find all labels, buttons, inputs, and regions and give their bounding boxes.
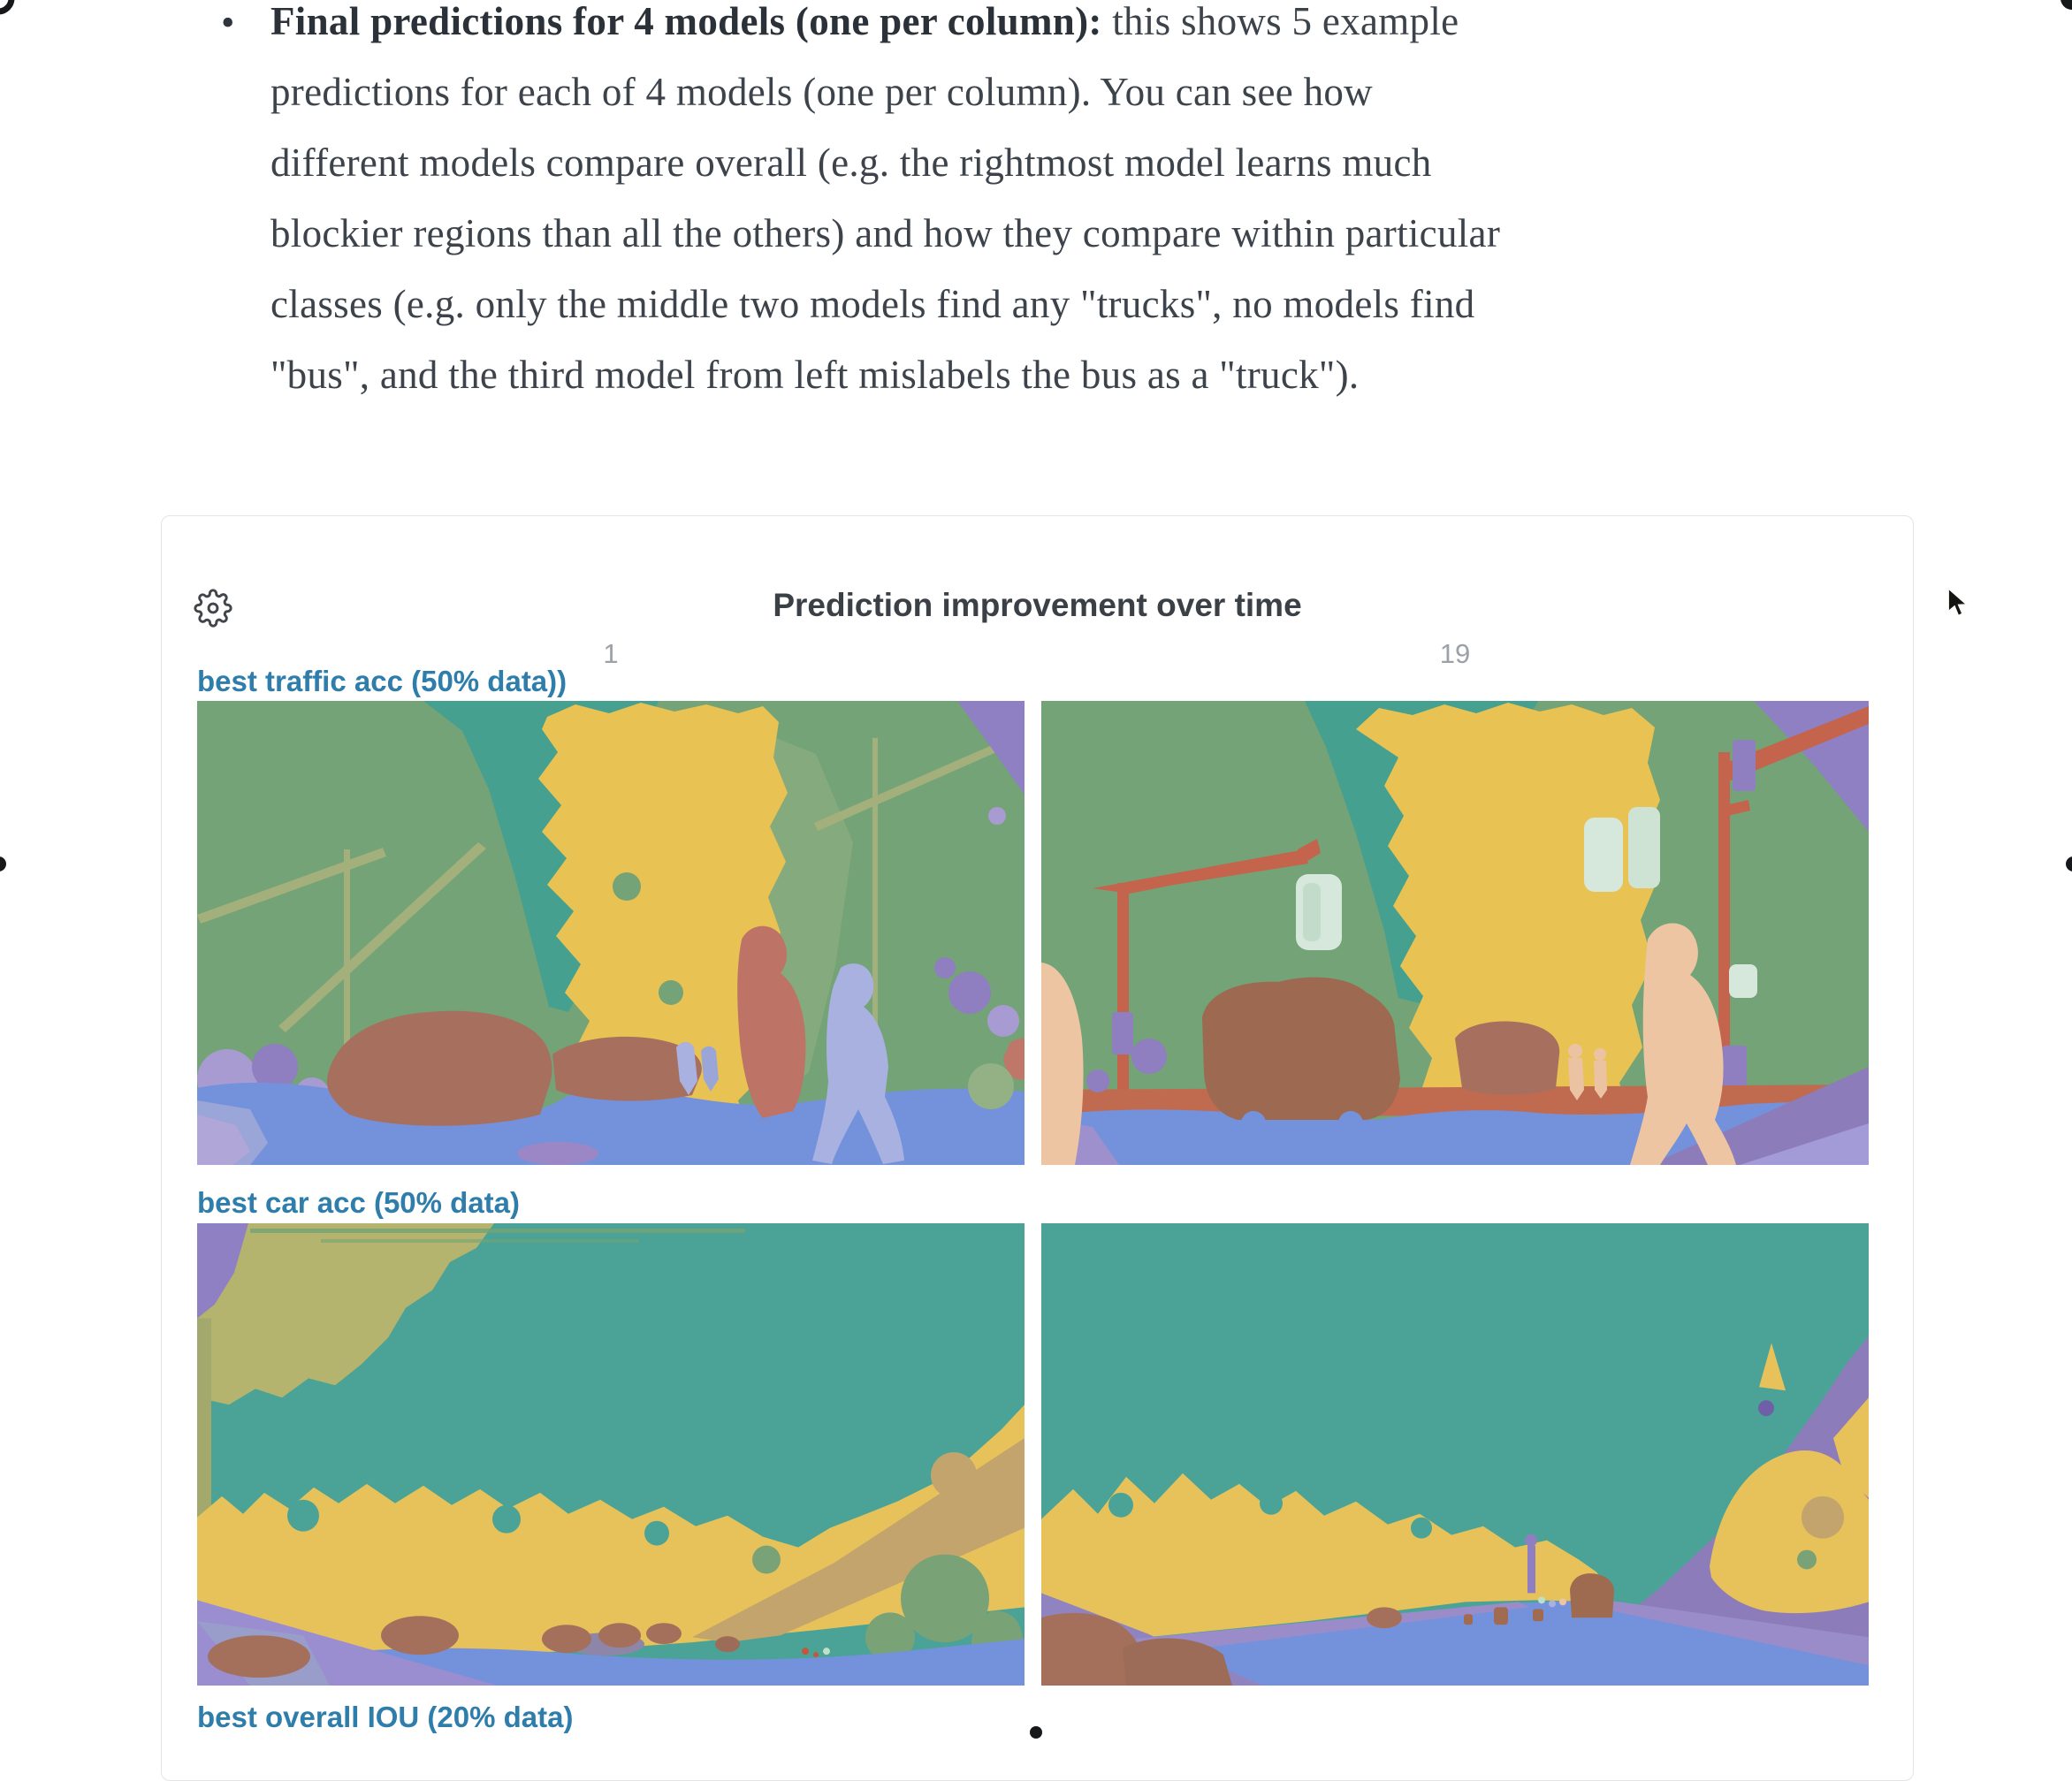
- paragraph-line: different models compare overall (e.g. the rightmost model learns much: [270, 141, 1432, 185]
- segmentation-image-highway-step19[interactable]: [1041, 1223, 1869, 1686]
- run-link-best-car-acc[interactable]: best car acc (50% data): [197, 1186, 521, 1219]
- mouse-cursor: [1946, 587, 1969, 619]
- step-label-19: 19: [1439, 638, 1471, 669]
- paragraph-line: classes (e.g. only the middle two models find any "trucks", no models find: [270, 282, 1475, 326]
- run-link-best-overall-iou[interactable]: best overall IOU (20% data): [197, 1701, 574, 1733]
- bullet-marker: •: [221, 1, 235, 44]
- bullet-paragraph: [221, 0, 1994, 410]
- edge-dot-bottom: [1030, 1726, 1042, 1739]
- run-link-best-traffic-acc[interactable]: best traffic acc (50% data)): [197, 665, 568, 697]
- segmentation-image-traffic-step1[interactable]: [197, 701, 1025, 1165]
- edge-dot-right: [2066, 856, 2072, 871]
- segmentation-image-highway-step1[interactable]: [197, 1223, 1025, 1686]
- panel-title: Prediction improvement over time: [773, 587, 1302, 623]
- paragraph-line: predictions for each of 4 models (one per column). You can see how: [270, 70, 1373, 114]
- screen-corner-mark-top-right: [2037, 0, 2072, 19]
- paragraph-line-rest: this shows 5 example: [1101, 0, 1459, 43]
- paragraph-line: blockier regions than all the others) and how they compare within particular: [270, 211, 1501, 255]
- segmentation-image-traffic-step19[interactable]: [1041, 701, 1869, 1165]
- paragraph-bold-lead: Final predictions for 4 models (one per column):: [270, 0, 1102, 43]
- step-label-1: 1: [603, 638, 619, 669]
- media-panel: [161, 515, 1914, 1781]
- paragraph-line: "bus", and the third model from left mislabels the bus as a "truck").: [270, 353, 1360, 397]
- screen-corner-mark-top-left: [0, 0, 35, 35]
- edge-dot-left: [0, 856, 6, 871]
- paragraph-line: [270, 0, 1994, 57]
